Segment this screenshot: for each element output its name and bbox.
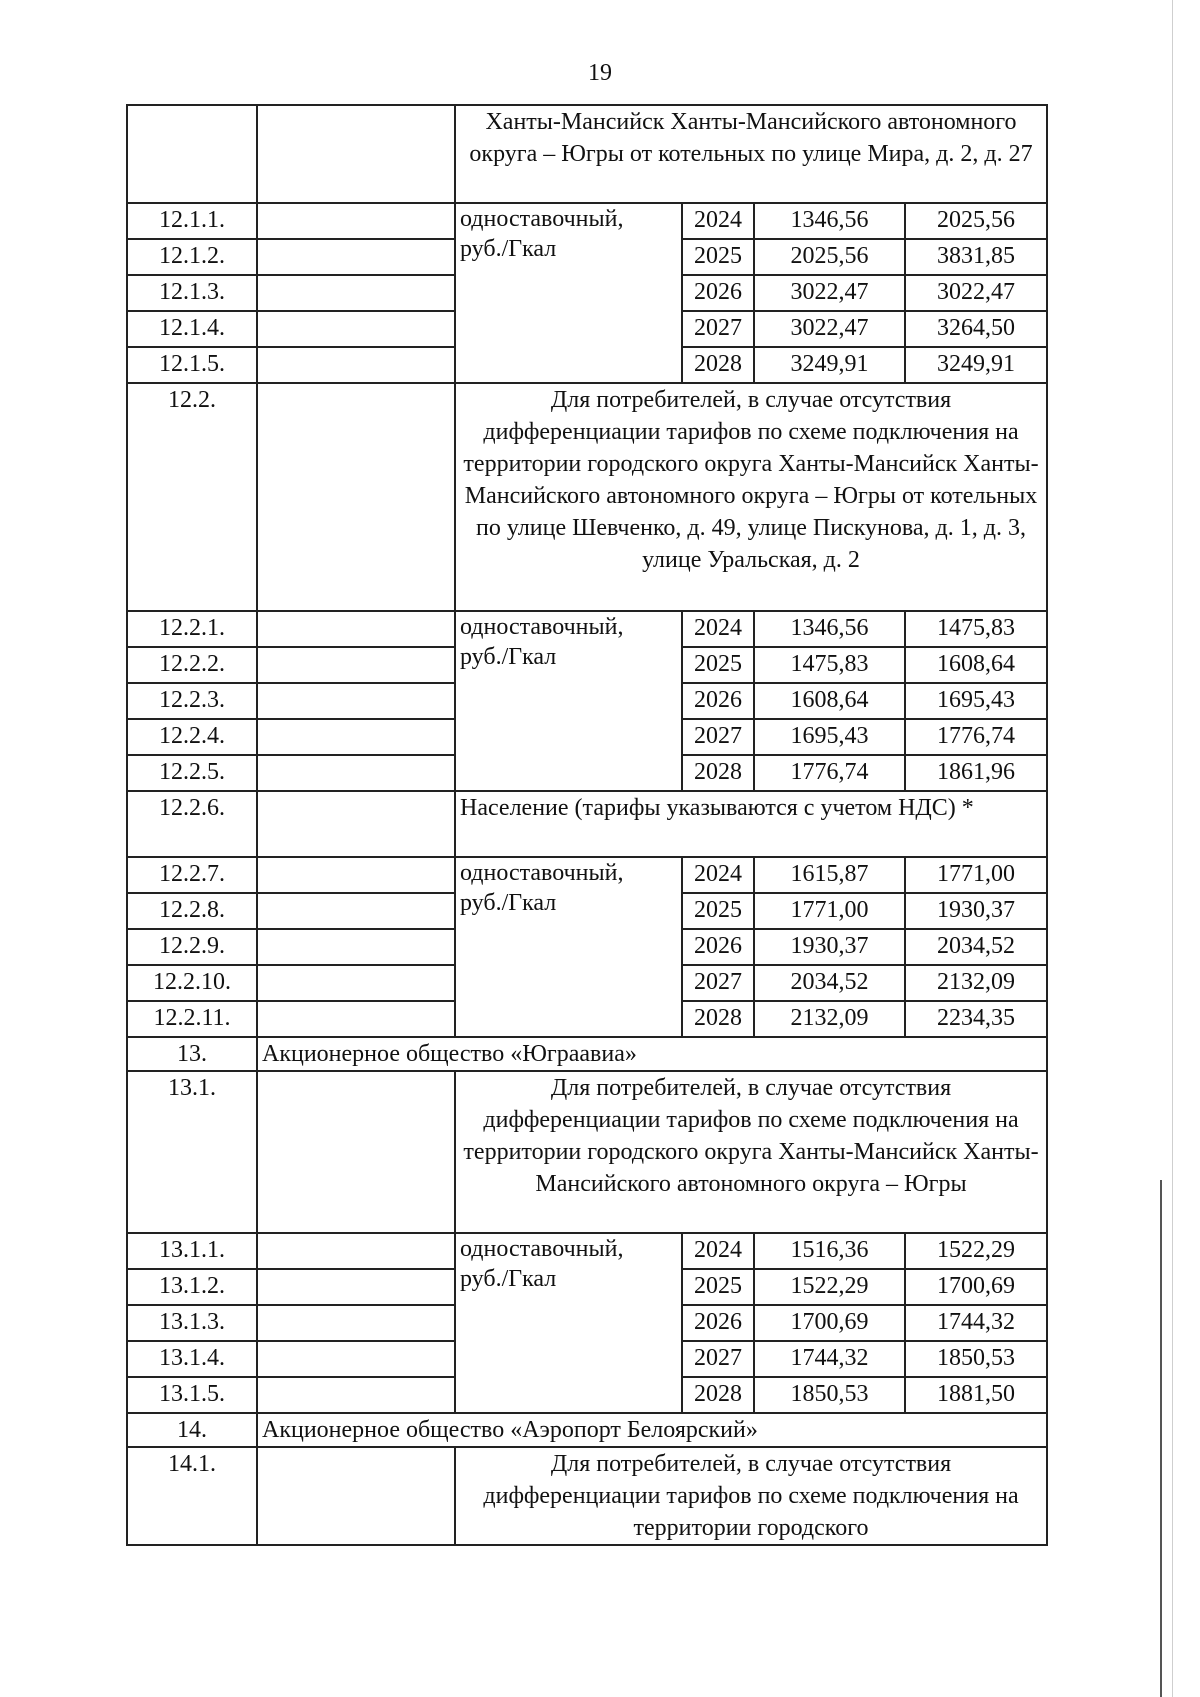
year-cell: 2026 <box>682 275 754 311</box>
cell-empty <box>257 203 455 239</box>
section-description: Для потребителей, в случае отсутствия дифференциации тарифов по схеме подключения на территории городского округа Ханты-Мансийск Ханты-Мансийского автономного округа – Югры от котельных по улице Шевченко, д. 49, улице Пискунова, д. 1, д. 3, улице Уральская, д. 2 <box>455 383 1047 611</box>
row-number: 13.1.1. <box>127 1233 257 1269</box>
table-row <box>127 1037 1047 1071</box>
year-cell: 2024 <box>682 203 754 239</box>
cell-empty <box>257 647 455 683</box>
cell-empty <box>257 1269 455 1305</box>
cell-empty <box>257 311 455 347</box>
half1-value: 3249,91 <box>754 347 905 383</box>
half2-value: 1695,43 <box>905 683 1047 719</box>
cell-empty <box>257 1447 455 1545</box>
half2-value: 3022,47 <box>905 275 1047 311</box>
row-number: 14. <box>127 1413 257 1447</box>
scan-edge-mark <box>1160 1180 1162 1697</box>
cell-empty <box>257 239 455 275</box>
row-number: 12.2.5. <box>127 755 257 791</box>
half1-value: 1615,87 <box>754 857 905 893</box>
row-number: 12.2.6. <box>127 791 257 857</box>
half1-value: 1695,43 <box>754 719 905 755</box>
page-number: 19 <box>588 60 612 86</box>
half2-value: 2132,09 <box>905 965 1047 1001</box>
cell-empty <box>257 965 455 1001</box>
section-description: Для потребителей, в случае отсутствия дифференциации тарифов по схеме подключения на территории городского <box>455 1447 1047 1545</box>
half2-value: 1475,83 <box>905 611 1047 647</box>
half1-value: 1771,00 <box>754 893 905 929</box>
tariff-method: одноставочный, руб./Гкал <box>455 857 682 1037</box>
year-cell: 2025 <box>682 893 754 929</box>
cell-empty <box>257 275 455 311</box>
tariff-method: одноставочный, руб./Гкал <box>455 611 682 791</box>
half2-value: 1776,74 <box>905 719 1047 755</box>
table-row <box>127 1071 1047 1233</box>
year-cell: 2028 <box>682 347 754 383</box>
half2-value: 3249,91 <box>905 347 1047 383</box>
row-number: 12.2.3. <box>127 683 257 719</box>
row-number: 12.2.2. <box>127 647 257 683</box>
cell-empty <box>257 1001 455 1037</box>
half2-value: 1861,96 <box>905 755 1047 791</box>
row-number: 12.2.7. <box>127 857 257 893</box>
year-cell: 2026 <box>682 683 754 719</box>
row-number: 12.2.1. <box>127 611 257 647</box>
half2-value: 1930,37 <box>905 893 1047 929</box>
cell-empty <box>257 791 455 857</box>
cell-empty <box>257 1305 455 1341</box>
half2-value: 3831,85 <box>905 239 1047 275</box>
half2-value: 3264,50 <box>905 311 1047 347</box>
row-number: 13.1. <box>127 1071 257 1233</box>
half2-value: 1881,50 <box>905 1377 1047 1413</box>
year-cell: 2026 <box>682 929 754 965</box>
year-cell: 2028 <box>682 1377 754 1413</box>
half2-value: 1850,53 <box>905 1341 1047 1377</box>
table-row <box>127 203 1047 239</box>
row-number: 12.1.3. <box>127 275 257 311</box>
half1-value: 1776,74 <box>754 755 905 791</box>
year-cell: 2027 <box>682 311 754 347</box>
year-cell: 2026 <box>682 1305 754 1341</box>
row-number: 13.1.3. <box>127 1305 257 1341</box>
organization-name: Акционерное общество «Аэропорт Белоярский» <box>257 1413 1047 1447</box>
year-cell: 2024 <box>682 611 754 647</box>
year-cell: 2027 <box>682 965 754 1001</box>
row-number: 12.2. <box>127 383 257 611</box>
half1-value: 1744,32 <box>754 1341 905 1377</box>
cell-empty <box>257 857 455 893</box>
row-number: 12.2.10. <box>127 965 257 1001</box>
half1-value: 3022,47 <box>754 275 905 311</box>
tariff-table <box>126 104 1048 1546</box>
year-cell: 2027 <box>682 1341 754 1377</box>
half1-value: 1516,36 <box>754 1233 905 1269</box>
table-row <box>127 1413 1047 1447</box>
cell-empty <box>257 383 455 611</box>
row-number: 12.2.4. <box>127 719 257 755</box>
half1-value: 1522,29 <box>754 1269 905 1305</box>
cell-empty <box>257 1071 455 1233</box>
year-cell: 2025 <box>682 1269 754 1305</box>
half2-value: 1700,69 <box>905 1269 1047 1305</box>
half1-value: 1850,53 <box>754 1377 905 1413</box>
scan-edge-line <box>1172 0 1173 1697</box>
half1-value: 3022,47 <box>754 311 905 347</box>
table-row <box>127 1447 1047 1545</box>
cell-empty <box>257 755 455 791</box>
table-row <box>127 791 1047 857</box>
organization-name: Акционерное общество «Юграавиа» <box>257 1037 1047 1071</box>
half2-value: 1771,00 <box>905 857 1047 893</box>
cell-empty <box>257 1341 455 1377</box>
year-cell: 2028 <box>682 1001 754 1037</box>
row-number: 13.1.5. <box>127 1377 257 1413</box>
half1-value: 2034,52 <box>754 965 905 1001</box>
row-number: 12.2.11. <box>127 1001 257 1037</box>
row-number: 12.1.1. <box>127 203 257 239</box>
year-cell: 2025 <box>682 239 754 275</box>
half1-value: 1346,56 <box>754 611 905 647</box>
half1-value: 1475,83 <box>754 647 905 683</box>
cell-empty <box>257 1377 455 1413</box>
cell-empty <box>257 893 455 929</box>
cell-empty <box>257 719 455 755</box>
table-row <box>127 383 1047 611</box>
cell-empty <box>257 683 455 719</box>
row-number: 14.1. <box>127 1447 257 1545</box>
table-row <box>127 857 1047 893</box>
row-number: 12.2.8. <box>127 893 257 929</box>
row-number: 13. <box>127 1037 257 1071</box>
year-cell: 2024 <box>682 1233 754 1269</box>
section-description: Для потребителей, в случае отсутствия дифференциации тарифов по схеме подключения на территории городского округа Ханты-Мансийск Ханты-Мансийского автономного округа – Югры <box>455 1071 1047 1233</box>
row-number: 12.1.4. <box>127 311 257 347</box>
year-cell: 2025 <box>682 647 754 683</box>
row-number: 12.1.2. <box>127 239 257 275</box>
year-cell: 2027 <box>682 719 754 755</box>
table-row <box>127 1233 1047 1269</box>
year-cell: 2024 <box>682 857 754 893</box>
row-number: 12.1.5. <box>127 347 257 383</box>
half2-value: 2025,56 <box>905 203 1047 239</box>
half1-value: 1608,64 <box>754 683 905 719</box>
table-row <box>127 611 1047 647</box>
cell-empty <box>257 105 455 203</box>
cell-empty <box>257 929 455 965</box>
year-cell: 2028 <box>682 755 754 791</box>
row-number: 13.1.2. <box>127 1269 257 1305</box>
half1-value: 1346,56 <box>754 203 905 239</box>
row-number: 12.2.9. <box>127 929 257 965</box>
half2-value: 1522,29 <box>905 1233 1047 1269</box>
cell-empty <box>257 611 455 647</box>
section-description: Ханты-Мансийск Ханты-Мансийского автономного округа – Югры от котельных по улице Мира, д. 2, д. 27 <box>455 105 1047 203</box>
half1-value: 2025,56 <box>754 239 905 275</box>
row-number: 13.1.4. <box>127 1341 257 1377</box>
tariff-method: одноставочный, руб./Гкал <box>455 203 682 383</box>
cell-num-empty <box>127 105 257 203</box>
section-description: Население (тарифы указываются с учетом НДС) * <box>455 791 1047 857</box>
half2-value: 1744,32 <box>905 1305 1047 1341</box>
tariff-method: одноставочный, руб./Гкал <box>455 1233 682 1413</box>
half2-value: 2034,52 <box>905 929 1047 965</box>
half1-value: 1930,37 <box>754 929 905 965</box>
table-row <box>127 105 1047 203</box>
half2-value: 1608,64 <box>905 647 1047 683</box>
half1-value: 1700,69 <box>754 1305 905 1341</box>
cell-empty <box>257 347 455 383</box>
half2-value: 2234,35 <box>905 1001 1047 1037</box>
cell-empty <box>257 1233 455 1269</box>
half1-value: 2132,09 <box>754 1001 905 1037</box>
